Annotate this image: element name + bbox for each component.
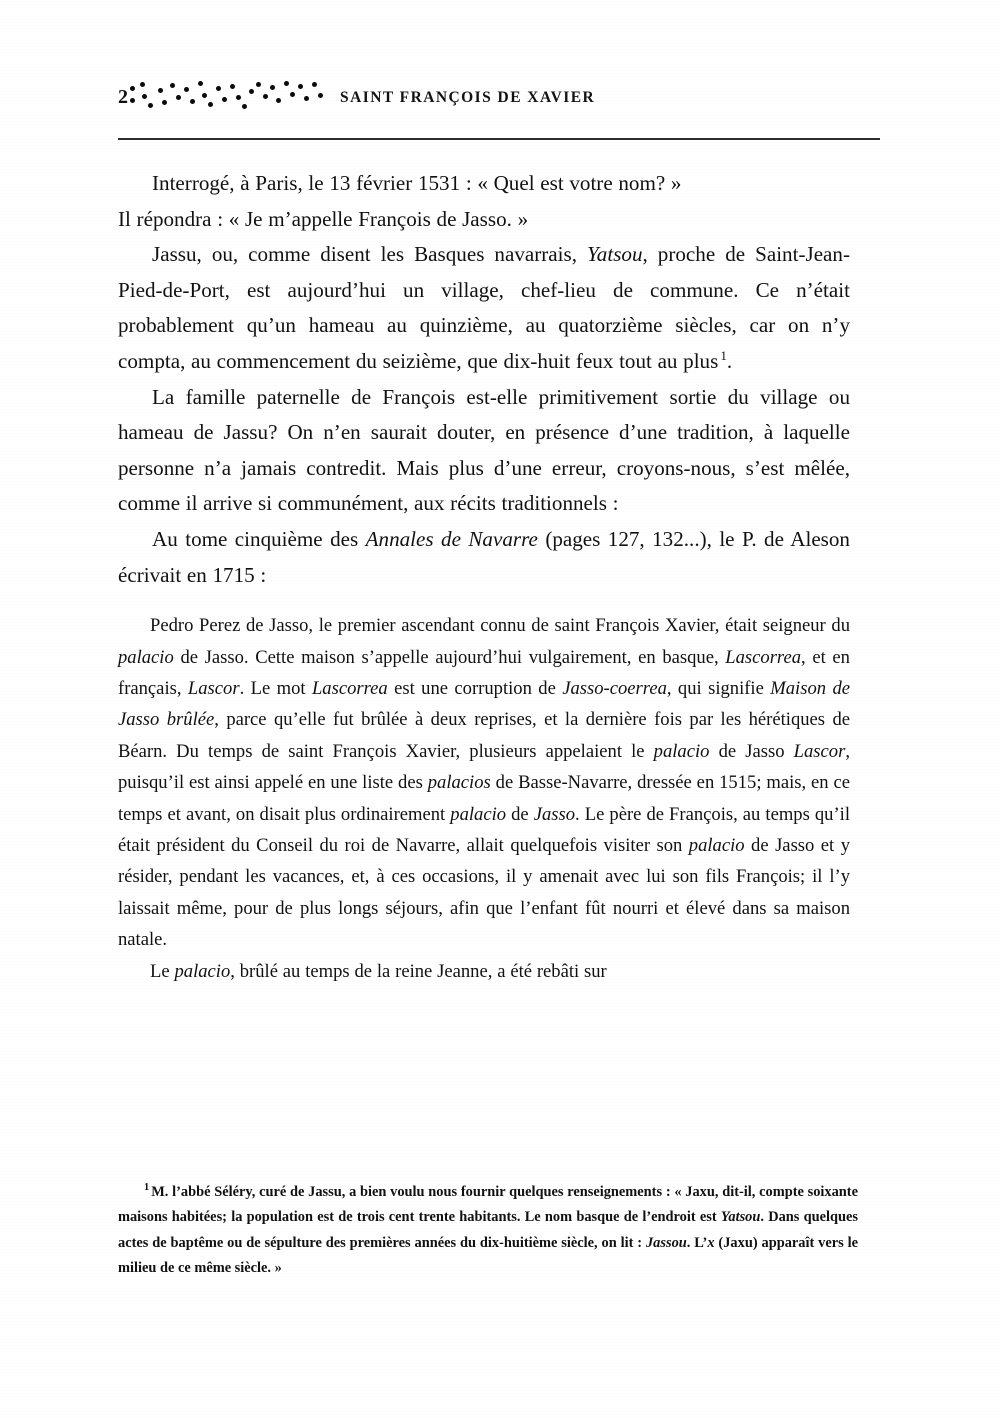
italic-run: x xyxy=(707,1234,715,1251)
text-run: de Basse-Navarre, dressée en 1515; mais, en ce temps et avant, on disait plus ordinairement xyxy=(118,772,850,825)
italic-run: palacio xyxy=(688,834,745,856)
paragraph xyxy=(118,166,850,202)
italic-run: palacio xyxy=(118,646,174,668)
running-head-title: SAINT FRANÇOIS DE XAVIER xyxy=(340,89,596,106)
italic-run: Lascor xyxy=(793,740,846,762)
footnote-paragraph xyxy=(118,1180,858,1282)
text-run: , qui signifie xyxy=(666,677,771,699)
text-run: M. l’abbé Séléry, curé de Jassu, a bien voulu nous fournir quelques renseignements : « Jaxu, dit-il, compte soixante maisons habitées; la population est de trois cent trente habitants. Le nom basque de l’endroit est xyxy=(118,1184,858,1226)
quoted-extract xyxy=(118,610,850,987)
footnote-block xyxy=(118,1180,858,1282)
text-run: de Jasso xyxy=(709,740,794,762)
braille-dot xyxy=(198,81,203,86)
braille-dot xyxy=(312,82,317,87)
braille-dot xyxy=(162,100,167,105)
text-run: Pedro Perez de Jasso, le premier ascendant connu de saint François Xavier, était seigneur du xyxy=(150,615,850,637)
text-run: Au tome cinquième des xyxy=(152,526,366,551)
italic-run: palacio xyxy=(653,740,710,762)
italic-run: Lascorrea xyxy=(725,646,802,668)
italic-run: Jassou xyxy=(645,1234,687,1251)
italic-run: Jasso-coerrea xyxy=(562,677,667,699)
text-run: , proche de Saint-Jean-Pied-de-Port, est aujourd’hui un village, chef-lieu de commune. Ce n’était probablement qu’un hameau au quinzième, au quatorzième siècles, car on n’y compta, au commencement du seizième, que dix-huit feux tout au plus xyxy=(118,242,850,373)
text-run: Il répondra : « Je m’appelle François de Jasso. » xyxy=(118,206,529,231)
paragraph xyxy=(118,237,850,379)
text-run: . xyxy=(726,348,733,373)
text-run: de Jasso et y résider, pendant les vacances, et, à ces occasions, il y amenait avec lui son fils François; il l’y laissait même, pour de plus longs séjours, afin que l’enfant fût nourri et élevé dans sa maison natale. xyxy=(118,834,850,951)
braille-dot xyxy=(170,83,175,88)
text-column xyxy=(118,166,850,987)
running-head xyxy=(118,84,882,124)
paragraph xyxy=(118,610,850,955)
paragraph xyxy=(118,522,850,593)
braille-dot xyxy=(290,92,295,97)
italic-run: palacio xyxy=(450,803,507,825)
header-rule xyxy=(118,138,880,140)
braille-dot xyxy=(304,96,309,101)
italic-run: Lascorrea xyxy=(311,677,388,699)
page-number: 2 xyxy=(118,86,128,108)
text-run: (pages 127, 132...), le P. de Aleson écrivait en 1715 : xyxy=(118,526,850,587)
braille-dot xyxy=(270,85,275,90)
paragraph xyxy=(118,956,850,987)
braille-dot xyxy=(249,89,254,94)
text-run: Interrogé, à Paris, le 13 février 1531 : « Quel est votre nom? » xyxy=(152,171,682,195)
braille-dot xyxy=(222,97,227,102)
body-text xyxy=(118,166,850,593)
text-run: , puisqu’il est ainsi appelé en une liste des xyxy=(118,740,850,794)
paragraph xyxy=(118,202,850,238)
text-run: , brûlé au temps de la reine Jeanne, a été rebâti sur xyxy=(230,960,607,982)
braille-dot xyxy=(184,87,189,92)
text-run: , et en français, xyxy=(118,646,850,699)
paragraph xyxy=(118,380,850,522)
braille-dot xyxy=(158,88,163,93)
braille-dot xyxy=(298,84,303,89)
text-run: La famille paternelle de François est-elle primitivement sortie du village ou hameau de Jassu? On n’en saurait douter, en présence d’une tradition, à laquelle personne n’a jamais contredit. Mais plus d’une erreur, croyons-nous, s’est mêlée, comme il arrive si communément, aux récits traditionnels : xyxy=(118,384,850,516)
braille-dot xyxy=(130,98,135,103)
braille-dot xyxy=(242,104,247,109)
text-run: , parce qu’elle fut brûlée à deux reprises, et la dernière fois par les hérétiques de Béarn. Du temps de saint François Xavier, plusieurs appelaient le xyxy=(118,709,851,762)
text-run: . L’ xyxy=(686,1234,708,1251)
italic-run: Maison de Jasso brûlée xyxy=(118,677,850,731)
braille-dot xyxy=(148,103,153,108)
text-run: . Le père de François, au temps qu’il était président du Conseil du roi de Navarre, allait quelquefois visiter son xyxy=(118,803,850,856)
braille-dot xyxy=(263,94,268,99)
text-run: de xyxy=(506,803,534,825)
braille-dot xyxy=(318,93,323,98)
braille-dots-overlay xyxy=(118,78,348,116)
braille-dot xyxy=(142,94,147,99)
footnote-reference[interactable]: 1 xyxy=(720,347,727,363)
braille-dot xyxy=(276,98,281,103)
braille-dot xyxy=(176,95,181,100)
italic-run: Yatsou xyxy=(587,242,643,267)
text-run: est une corruption de xyxy=(387,677,563,699)
braille-dot xyxy=(190,99,195,104)
braille-dot xyxy=(230,84,235,89)
braille-dot xyxy=(284,81,289,86)
italic-run: Annales de Navarre xyxy=(365,526,538,551)
footnote-marker: 1 xyxy=(144,1182,150,1194)
braille-dot xyxy=(140,82,145,87)
text-run: Le xyxy=(150,960,175,982)
braille-dot xyxy=(208,102,213,107)
text-run: Jassu, ou, comme disent les Basques navarrais, xyxy=(152,242,587,267)
italic-run: Jasso xyxy=(533,803,576,825)
italic-run: palacio xyxy=(174,960,231,982)
text-run: . Dans quelques actes de baptême ou de sépulture des premières années du dix-huitième siècle, on lit : xyxy=(118,1209,859,1251)
italic-run: palacios xyxy=(427,772,491,794)
text-run: (Jaxu) apparaît vers le milieu de ce même siècle. » xyxy=(118,1234,858,1277)
braille-dot xyxy=(130,86,135,91)
braille-dot xyxy=(256,82,261,87)
text-run: de Jasso. Cette maison s’appelle aujourd’hui vulgairement, en basque, xyxy=(173,646,726,668)
braille-dot xyxy=(216,86,221,91)
italic-run: Yatsou xyxy=(720,1209,761,1226)
text-run: . Le mot xyxy=(239,677,312,699)
braille-dot xyxy=(202,93,207,98)
braille-dot xyxy=(236,95,241,100)
italic-run: Lascor xyxy=(187,677,240,699)
